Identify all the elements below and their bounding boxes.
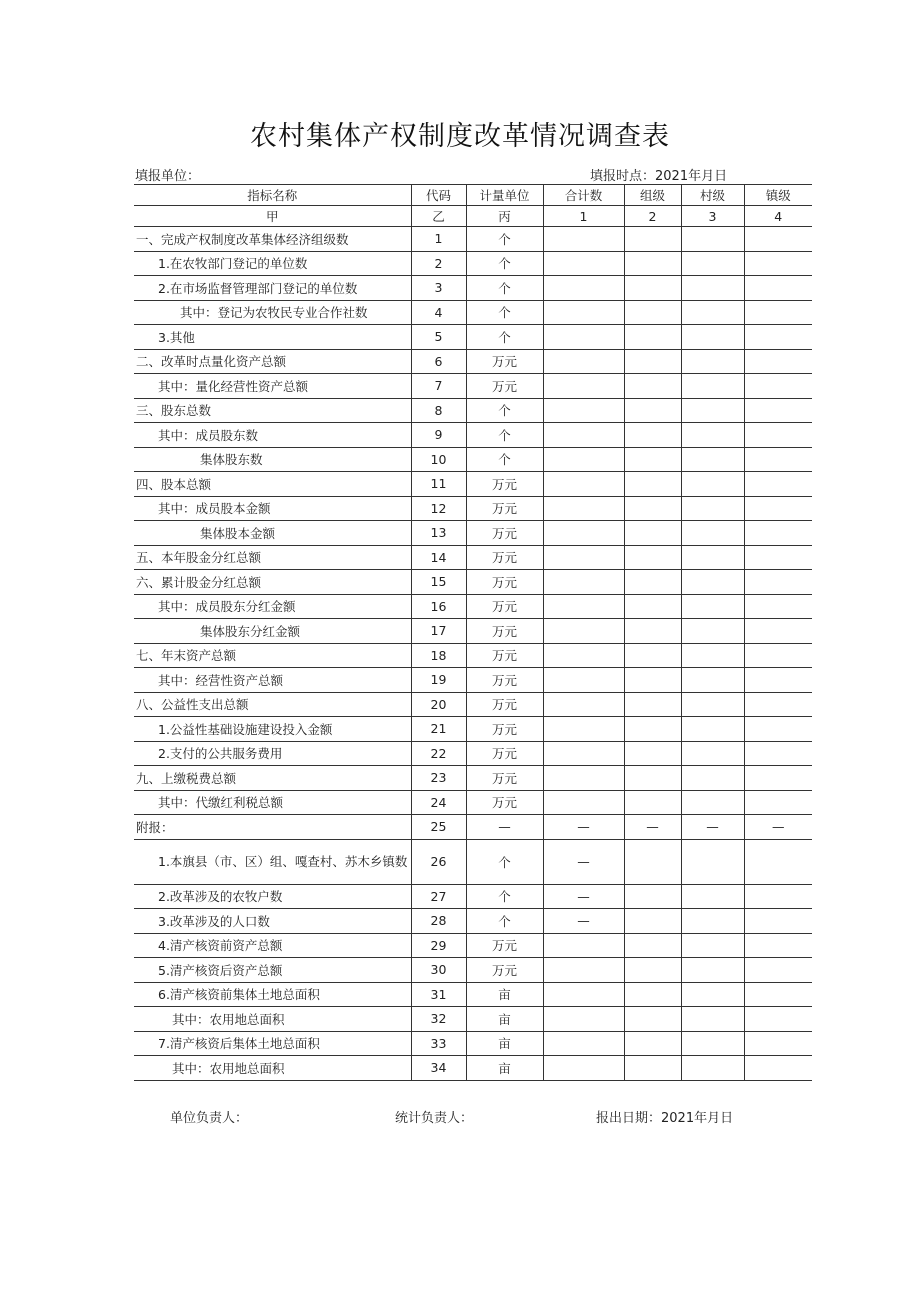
code-cell: 18: [411, 643, 466, 668]
total-cell: [543, 1056, 624, 1081]
town-level-cell: [744, 545, 812, 570]
village-level-cell: [681, 521, 744, 546]
town-level-cell: [744, 423, 812, 448]
indicator-name-cell: 其中：登记为农牧民专业合作社数: [134, 300, 411, 325]
total-cell: [543, 958, 624, 983]
town-level-cell: [744, 251, 812, 276]
village-level-cell: [681, 472, 744, 497]
table-row: [134, 717, 812, 742]
indicator-name-cell: 2.支付的公共服务费用: [134, 741, 411, 766]
group-level-cell: [624, 496, 681, 521]
unit-head-label: 单位负责人：: [170, 1111, 249, 1126]
village-level-cell: [681, 300, 744, 325]
header-code-bing: 丙: [466, 206, 543, 227]
total-cell: [543, 325, 624, 350]
town-level-cell: [744, 227, 812, 252]
header-total: 合计数: [543, 185, 624, 206]
code-cell: 26: [411, 839, 466, 884]
unit-cell: 万元: [466, 619, 543, 644]
indicator-name-cell: 五、本年股金分红总额: [134, 545, 411, 570]
code-cell: 10: [411, 447, 466, 472]
indicator-name-cell: 5.清产核资后资产总额: [134, 958, 411, 983]
town-level-cell: [744, 325, 812, 350]
code-cell: 4: [411, 300, 466, 325]
group-level-cell: [624, 909, 681, 934]
group-level-cell: [624, 958, 681, 983]
indicator-name-cell: 其中：量化经营性资产总额: [134, 374, 411, 399]
town-level-cell: [744, 692, 812, 717]
total-cell: [543, 349, 624, 374]
unit-cell: 万元: [466, 643, 543, 668]
total-cell: [543, 1031, 624, 1056]
village-level-cell: [681, 570, 744, 595]
town-level-cell: [744, 668, 812, 693]
code-cell: 19: [411, 668, 466, 693]
group-level-cell: [624, 521, 681, 546]
town-level-cell: [744, 790, 812, 815]
table-row: [134, 692, 812, 717]
unit-cell: 个: [466, 227, 543, 252]
town-level-cell: [744, 741, 812, 766]
table-row: [134, 884, 812, 909]
unit-cell: 万元: [466, 570, 543, 595]
table-row: [134, 958, 812, 983]
group-level-cell: [624, 374, 681, 399]
total-cell: [543, 496, 624, 521]
town-level-cell: [744, 594, 812, 619]
village-level-cell: [681, 766, 744, 791]
village-level-cell: [681, 594, 744, 619]
table-row: [134, 300, 812, 325]
unit-cell: 个: [466, 423, 543, 448]
table-row: [134, 447, 812, 472]
table-row: [134, 545, 812, 570]
code-cell: 11: [411, 472, 466, 497]
total-cell: [543, 933, 624, 958]
group-level-cell: [624, 1056, 681, 1081]
unit-cell: 个: [466, 884, 543, 909]
unit-cell: 个: [466, 300, 543, 325]
unit-cell: 个: [466, 398, 543, 423]
group-level-cell: [624, 276, 681, 301]
table-row: [134, 349, 812, 374]
unit-cell: 个: [466, 251, 543, 276]
town-level-cell: [744, 958, 812, 983]
village-level-cell: [681, 717, 744, 742]
village-level-cell: [681, 545, 744, 570]
indicator-name-cell: 一、完成产权制度改革集体经济组级数: [134, 227, 411, 252]
code-cell: 8: [411, 398, 466, 423]
village-level-cell: [681, 349, 744, 374]
code-cell: 29: [411, 933, 466, 958]
village-level-cell: [681, 1056, 744, 1081]
total-cell: [543, 545, 624, 570]
indicator-name-cell: 4.清产核资前资产总额: [134, 933, 411, 958]
code-cell: 23: [411, 766, 466, 791]
town-level-cell: —: [744, 815, 812, 840]
indicator-name-cell: 3.其他: [134, 325, 411, 350]
total-cell: [543, 643, 624, 668]
table-row: [134, 909, 812, 934]
table-row: [134, 374, 812, 399]
table-row: [134, 398, 812, 423]
total-cell: —: [543, 839, 624, 884]
indicator-name-cell: 其中：成员股东数: [134, 423, 411, 448]
village-level-cell: —: [681, 815, 744, 840]
page-title: 农村集体产权制度改革情况调查表: [250, 121, 670, 152]
indicator-name-cell: 集体股东数: [134, 447, 411, 472]
town-level-cell: [744, 619, 812, 644]
indicator-name-cell: 1.公益性基础设施建设投入金额: [134, 717, 411, 742]
header-code-1: 1: [543, 206, 624, 227]
header-village-level: 村级: [681, 185, 744, 206]
village-level-cell: [681, 933, 744, 958]
total-cell: [543, 717, 624, 742]
town-level-cell: [744, 839, 812, 884]
group-level-cell: [624, 398, 681, 423]
village-level-cell: [681, 692, 744, 717]
code-cell: 25: [411, 815, 466, 840]
town-level-cell: [744, 570, 812, 595]
indicator-name-cell: 四、股本总额: [134, 472, 411, 497]
total-cell: [543, 521, 624, 546]
village-level-cell: [681, 447, 744, 472]
total-cell: [543, 227, 624, 252]
unit-cell: —: [466, 815, 543, 840]
header-row: [134, 185, 812, 206]
village-level-cell: [681, 251, 744, 276]
village-level-cell: [681, 227, 744, 252]
header-group-level: 组级: [624, 185, 681, 206]
table-row: [134, 1056, 812, 1081]
village-level-cell: [681, 1031, 744, 1056]
unit-cell: 亩: [466, 1007, 543, 1032]
group-level-cell: [624, 349, 681, 374]
group-level-cell: [624, 423, 681, 448]
table-row: [134, 741, 812, 766]
table-row: [134, 570, 812, 595]
village-level-cell: [681, 423, 744, 448]
survey-table: [134, 184, 812, 1081]
unit-cell: 亩: [466, 1031, 543, 1056]
unit-cell: 个: [466, 325, 543, 350]
indicator-name-cell: 附报：: [134, 815, 411, 840]
table-row: [134, 1031, 812, 1056]
total-cell: —: [543, 815, 624, 840]
village-level-cell: [681, 619, 744, 644]
code-cell: 21: [411, 717, 466, 742]
town-level-cell: [744, 1056, 812, 1081]
indicator-name-cell: 集体股本金额: [134, 521, 411, 546]
header-code-jia: 甲: [134, 206, 411, 227]
unit-cell: 万元: [466, 594, 543, 619]
indicator-name-cell: 6.清产核资前集体土地总面积: [134, 982, 411, 1007]
stat-head-label: 统计负责人：: [395, 1111, 474, 1126]
unit-cell: 万元: [466, 790, 543, 815]
code-cell: 13: [411, 521, 466, 546]
group-level-cell: [624, 251, 681, 276]
unit-cell: 亩: [466, 982, 543, 1007]
indicator-name-cell: 7.清产核资后集体土地总面积: [134, 1031, 411, 1056]
code-cell: 3: [411, 276, 466, 301]
table-row: [134, 496, 812, 521]
total-cell: [543, 447, 624, 472]
code-cell: 2: [411, 251, 466, 276]
table-row: [134, 1007, 812, 1032]
indicator-name-cell: 八、公益性支出总额: [134, 692, 411, 717]
town-level-cell: [744, 933, 812, 958]
code-cell: 27: [411, 884, 466, 909]
unit-cell: 个: [466, 447, 543, 472]
table-row: [134, 815, 812, 840]
table-row: [134, 251, 812, 276]
header-town-level: 镇级: [744, 185, 812, 206]
town-level-cell: [744, 276, 812, 301]
total-cell: [543, 276, 624, 301]
town-level-cell: [744, 447, 812, 472]
table-row: [134, 668, 812, 693]
total-cell: [543, 766, 624, 791]
indicator-name-cell: 三、股东总数: [134, 398, 411, 423]
group-level-cell: [624, 570, 681, 595]
town-level-cell: [744, 300, 812, 325]
group-level-cell: [624, 668, 681, 693]
total-cell: [543, 982, 624, 1007]
group-level-cell: [624, 1031, 681, 1056]
code-cell: 31: [411, 982, 466, 1007]
total-cell: [543, 570, 624, 595]
group-level-cell: [624, 594, 681, 619]
town-level-cell: [744, 398, 812, 423]
town-level-cell: [744, 496, 812, 521]
table-row: [134, 933, 812, 958]
code-cell: 7: [411, 374, 466, 399]
unit-cell: 万元: [466, 741, 543, 766]
code-cell: 32: [411, 1007, 466, 1032]
group-level-cell: [624, 325, 681, 350]
total-cell: [543, 790, 624, 815]
village-level-cell: [681, 325, 744, 350]
code-cell: 20: [411, 692, 466, 717]
town-level-cell: [744, 472, 812, 497]
indicator-name-cell: 二、改革时点量化资产总额: [134, 349, 411, 374]
indicator-name-cell: 其中：代缴红利税总额: [134, 790, 411, 815]
village-level-cell: [681, 909, 744, 934]
group-level-cell: [624, 300, 681, 325]
code-cell: 5: [411, 325, 466, 350]
town-level-cell: [744, 982, 812, 1007]
unit-cell: 万元: [466, 374, 543, 399]
reporting-time-label: 填报时点：2021年月日: [590, 169, 728, 184]
code-cell: 14: [411, 545, 466, 570]
code-cell: 30: [411, 958, 466, 983]
code-cell: 12: [411, 496, 466, 521]
table-row: [134, 839, 812, 884]
indicator-name-cell: 六、累计股金分红总额: [134, 570, 411, 595]
table-row: [134, 766, 812, 791]
indicator-name-cell: 其中：经营性资产总额: [134, 668, 411, 693]
table-row: [134, 325, 812, 350]
code-cell: 1: [411, 227, 466, 252]
code-cell: 6: [411, 349, 466, 374]
indicator-name-cell: 1.本旗县（市、区）组、嘎查村、苏木乡镇数: [134, 839, 411, 884]
group-level-cell: [624, 741, 681, 766]
total-cell: [543, 692, 624, 717]
total-cell: [543, 619, 624, 644]
group-level-cell: [624, 1007, 681, 1032]
code-cell: 24: [411, 790, 466, 815]
town-level-cell: [744, 766, 812, 791]
group-level-cell: —: [624, 815, 681, 840]
group-level-cell: [624, 545, 681, 570]
group-level-cell: [624, 447, 681, 472]
group-level-cell: [624, 692, 681, 717]
town-level-cell: [744, 349, 812, 374]
code-cell: 22: [411, 741, 466, 766]
unit-cell: 万元: [466, 766, 543, 791]
indicator-name-cell: 七、年末资产总额: [134, 643, 411, 668]
table-row: [134, 982, 812, 1007]
table-row: [134, 619, 812, 644]
table-row: [134, 472, 812, 497]
unit-cell: 个: [466, 276, 543, 301]
village-level-cell: [681, 374, 744, 399]
indicator-name-cell: 3.改革涉及的人口数: [134, 909, 411, 934]
village-level-cell: [681, 1007, 744, 1032]
code-cell: 33: [411, 1031, 466, 1056]
total-cell: [543, 741, 624, 766]
village-level-cell: [681, 668, 744, 693]
table-row: [134, 594, 812, 619]
unit-cell: 个: [466, 839, 543, 884]
total-cell: [543, 423, 624, 448]
group-level-cell: [624, 717, 681, 742]
table-row: [134, 521, 812, 546]
unit-cell: 亩: [466, 1056, 543, 1081]
town-level-cell: [744, 909, 812, 934]
indicator-name-cell: 其中：农用地总面积: [134, 1007, 411, 1032]
table-row: [134, 276, 812, 301]
total-cell: [543, 668, 624, 693]
header-code: 代码: [411, 185, 466, 206]
village-level-cell: [681, 958, 744, 983]
group-level-cell: [624, 472, 681, 497]
total-cell: [543, 472, 624, 497]
group-level-cell: [624, 839, 681, 884]
header-code-4: 4: [744, 206, 812, 227]
total-cell: —: [543, 909, 624, 934]
indicator-name-cell: 其中：农用地总面积: [134, 1056, 411, 1081]
code-cell: 9: [411, 423, 466, 448]
code-cell: 16: [411, 594, 466, 619]
total-cell: —: [543, 884, 624, 909]
total-cell: [543, 398, 624, 423]
code-cell: 17: [411, 619, 466, 644]
total-cell: [543, 300, 624, 325]
indicator-name-cell: 集体股东分红金额: [134, 619, 411, 644]
unit-cell: 万元: [466, 958, 543, 983]
unit-cell: 万元: [466, 668, 543, 693]
group-level-cell: [624, 227, 681, 252]
group-level-cell: [624, 790, 681, 815]
town-level-cell: [744, 884, 812, 909]
unit-cell: 万元: [466, 933, 543, 958]
report-date-label: 报出日期：2021年月日: [596, 1111, 734, 1126]
indicator-name-cell: 九、上缴税费总额: [134, 766, 411, 791]
town-level-cell: [744, 1007, 812, 1032]
village-level-cell: [681, 741, 744, 766]
table-row: [134, 643, 812, 668]
indicator-name-cell: 2.在市场监督管理部门登记的单位数: [134, 276, 411, 301]
unit-cell: 万元: [466, 692, 543, 717]
header-indicator-name: 指标名称: [134, 185, 411, 206]
table-row: [134, 790, 812, 815]
code-cell: 15: [411, 570, 466, 595]
code-cell: 28: [411, 909, 466, 934]
town-level-cell: [744, 521, 812, 546]
total-cell: [543, 1007, 624, 1032]
code-cell: 34: [411, 1056, 466, 1081]
town-level-cell: [744, 1031, 812, 1056]
town-level-cell: [744, 374, 812, 399]
total-cell: [543, 251, 624, 276]
total-cell: [543, 594, 624, 619]
indicator-name-cell: 2.改革涉及的农牧户数: [134, 884, 411, 909]
unit-cell: 万元: [466, 717, 543, 742]
unit-cell: 万元: [466, 472, 543, 497]
indicator-name-cell: 其中：成员股东分红金额: [134, 594, 411, 619]
unit-cell: 万元: [466, 545, 543, 570]
header-code-row: [134, 206, 812, 227]
town-level-cell: [744, 643, 812, 668]
village-level-cell: [681, 839, 744, 884]
group-level-cell: [624, 643, 681, 668]
village-level-cell: [681, 643, 744, 668]
group-level-cell: [624, 884, 681, 909]
group-level-cell: [624, 766, 681, 791]
unit-cell: 万元: [466, 521, 543, 546]
total-cell: [543, 374, 624, 399]
village-level-cell: [681, 884, 744, 909]
header-unit: 计量单位: [466, 185, 543, 206]
group-level-cell: [624, 933, 681, 958]
village-level-cell: [681, 398, 744, 423]
town-level-cell: [744, 717, 812, 742]
header-code-yi: 乙: [411, 206, 466, 227]
reporting-unit-label: 填报单位：: [135, 169, 201, 184]
unit-cell: 万元: [466, 349, 543, 374]
group-level-cell: [624, 619, 681, 644]
village-level-cell: [681, 790, 744, 815]
group-level-cell: [624, 982, 681, 1007]
unit-cell: 万元: [466, 496, 543, 521]
table-row: [134, 227, 812, 252]
indicator-name-cell: 1.在农牧部门登记的单位数: [134, 251, 411, 276]
header-code-2: 2: [624, 206, 681, 227]
table-row: [134, 423, 812, 448]
village-level-cell: [681, 496, 744, 521]
village-level-cell: [681, 982, 744, 1007]
village-level-cell: [681, 276, 744, 301]
header-code-3: 3: [681, 206, 744, 227]
indicator-name-cell: 其中：成员股本金额: [134, 496, 411, 521]
unit-cell: 个: [466, 909, 543, 934]
